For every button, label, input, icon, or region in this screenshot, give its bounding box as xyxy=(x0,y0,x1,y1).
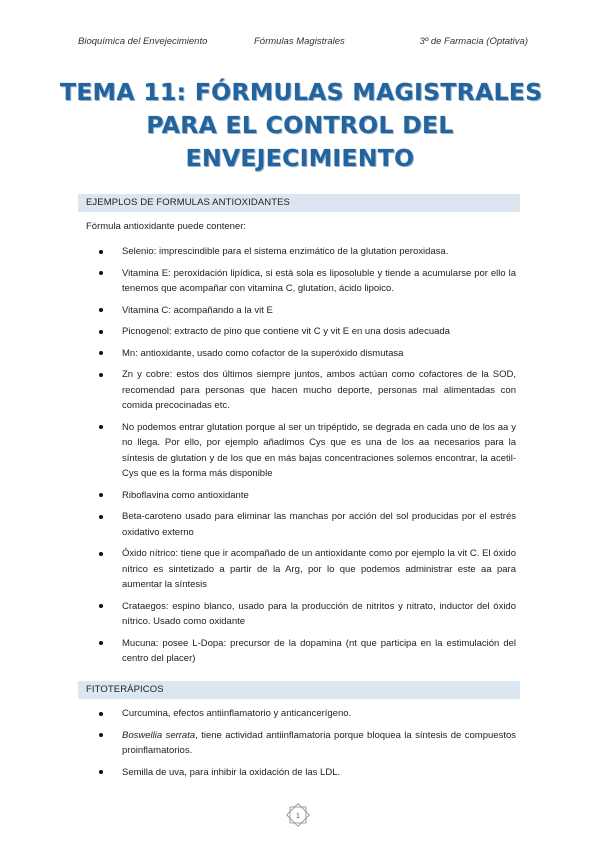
list-item: Boswellia serrata, tiene actividad antiinflamatoria porque bloquea la síntesis de compuestos proinflamatorios. xyxy=(86,728,516,759)
bullet-icon xyxy=(99,330,103,334)
page-header xyxy=(78,36,528,52)
fitoterapicos-list xyxy=(86,706,516,786)
bullet-icon xyxy=(99,425,103,429)
bullet-icon xyxy=(99,641,103,645)
list-item: Óxido nítrico: tiene que ir acompañado de un antioxidante como por ejemplo la vit C. El óxido nítrico es sintetizado a partir de la Arg, por lo que podemos administrar este aa para aumentar la síntesis xyxy=(86,546,516,593)
bullet-icon xyxy=(99,308,103,312)
intro-text: Fórmula antioxidante puede contener: xyxy=(86,221,247,232)
species-name: Boswellia serrata xyxy=(122,729,196,741)
title-line-3: ENVEJECIMIENTO xyxy=(185,144,415,172)
list-item: Semilla de uva, para inhibir la oxidación de las LDL. xyxy=(86,765,516,781)
title-line-1: TEMA 11: FÓRMULAS MAGISTRALES xyxy=(60,78,543,106)
header-topic: Fórmulas Magistrales xyxy=(254,36,345,47)
list-item: Selenio: imprescindible para el sistema enzimático de la glutation peroxidasa. xyxy=(86,244,516,260)
page-number: 1 xyxy=(296,813,300,820)
bullet-icon xyxy=(99,250,103,254)
bullet-icon xyxy=(99,604,103,608)
list-item: Beta-caroteno usado para eliminar las manchas por acción del sol producidas por el estrés oxidativo externo xyxy=(86,509,516,540)
bullet-icon xyxy=(99,712,103,716)
header-course: 3º de Farmacia (Optativa) xyxy=(419,36,528,47)
bullet-icon xyxy=(99,351,103,355)
list-item: No podemos entrar glutation porque al ser un tripéptido, se degrada en cada uno de los aa y no llega. Por ello, por ejemplo añadimos Cys que es una de los aa necesarios para la síntesis de glutation y de los que en más bajas concentraciones solemos encontrar, la acetil-Cys que es la forma más disponible xyxy=(86,420,516,482)
list-item: Vitamina C: acompañando a la vit E xyxy=(86,303,516,319)
page-number-emblem-icon xyxy=(283,800,313,830)
bullet-icon xyxy=(99,271,103,275)
bullet-icon xyxy=(99,552,103,556)
header-subject: Bioquímica del Envejecimiento xyxy=(78,36,208,47)
bullet-icon xyxy=(99,373,103,377)
bullet-icon xyxy=(99,733,103,737)
section-heading-antioxidantes: EJEMPLOS DE FORMULAS ANTIOXIDANTES xyxy=(78,194,520,212)
bullet-icon xyxy=(99,493,103,497)
section-heading-fitoterapicos: FITOTERÁPICOS xyxy=(78,681,520,699)
list-item: Mn: antioxidante, usado como cofactor de la superóxido dismutasa xyxy=(86,346,516,362)
list-item: Picnogenol: extracto de pino que contiene vit C y vit E en una dosis adecuada xyxy=(86,324,516,340)
bullet-icon xyxy=(99,770,103,774)
bullet-icon xyxy=(99,515,103,519)
title-line-2: PARA EL CONTROL DEL xyxy=(146,111,454,139)
list-item: Riboflavina como antioxidante xyxy=(86,488,516,504)
list-item: Vitamina E: peroxidación lipídica, si está sola es liposoluble y tiende a acumularse por ello la tenemos que acompañar con vitamina C, glutation, ácido lipoico. xyxy=(86,266,516,297)
document-title xyxy=(60,76,543,175)
list-item: Zn y cobre: estos dos últimos siempre juntos, ambos actúan como cofactores de la SOD, recomendad para personas que hacen mucho deporte, personas mal alimentadas con comida precocinadas etc. xyxy=(86,367,516,414)
antioxidant-list xyxy=(86,244,516,673)
list-item: Mucuna: posee L-Dopa: precursor de la dopamina (nt que participa en la estimulación del centro del placer) xyxy=(86,636,516,667)
list-item: Crataegos: espino blanco, usado para la producción de nitritos y nitrato, inductor del óxido nítrico. Usado como oxidante xyxy=(86,599,516,630)
list-item: Curcumina, efectos antiinflamatorio y anticancerígeno. xyxy=(86,706,516,722)
